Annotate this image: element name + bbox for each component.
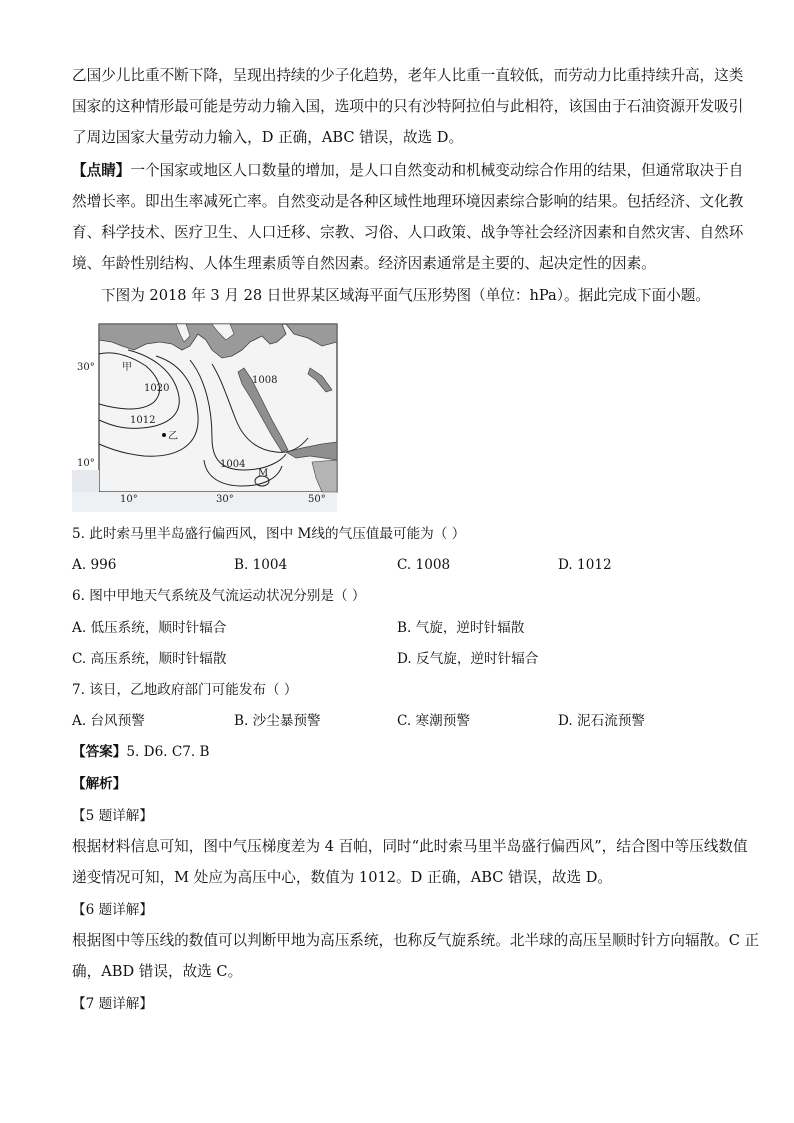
answer-tag: 【答案】 [72,744,127,760]
q7-option-c: C. 寒潮预警 [397,713,470,729]
lon-label-50: 50° [308,494,326,505]
dianjing-line: 育、科学技术、医疗卫生、人口迁移、宗教、习俗、人口政策、战争等社会经济因素和自然灾害、自然环 [72,224,744,241]
dianjing-paragraph [72,155,744,279]
isobar-label-1008: 1008 [252,375,278,386]
q5-option-b: B. 1004 [234,557,288,573]
q6-option-d: D. 反气旋，逆时针辐合 [397,651,539,667]
q5-option-a: A. 996 [72,557,117,573]
place-jia: 甲 [122,362,132,373]
intro-line: 国家的这种情形最可能是劳动力输入国，选项中的只有沙特阿拉伯与此相符，该国由于石油资源开发吸引 [72,98,744,115]
place-m: M [258,468,269,479]
isobar-label-1004: 1004 [220,459,246,470]
answer-line [72,742,210,762]
answer-text: 5. D6. C7. B [126,744,210,760]
lon-label-10: 10° [120,494,138,505]
intro-line: 乙国少儿比重不断下降，呈现出持续的少子化趋势，老年人比重一直较低，而劳动力比重持续升高，这类 [72,67,744,84]
q5-option-c: C. 1008 [397,557,451,573]
figure-intro-text: 下图为 2018 年 3 月 28 日世界某区域海平面气压形势图（单位：hPa）。据此完成下面小题。 [101,287,710,304]
q7-option-a: A. 台风预警 [72,713,145,729]
detail-5-line: 递变情况可知，M 处应为高压中心，数值为 1012。D 正确，ABC 错误，故选 D。 [72,869,613,886]
question-6-stem: 6. 图中甲地天气系统及气流运动状况分别是（ ） [72,588,366,604]
question-5-stem: 5. 此时索马里半岛盛行偏西风，图中 M线的气压值最可能为（ ） [72,526,466,542]
detail-5-paragraph [72,831,748,893]
place-yi-dot [162,433,166,437]
intro-line: 了周边国家大量劳动力输入，D 正确，ABC 错误，故选 D。 [72,129,464,146]
lon-label-30: 30° [216,494,234,505]
detail-6-line: 确，ABD 错误，故选 C。 [72,963,243,980]
dianjing-line: 一个国家或地区人口数量的增加，是人口自然变动和机械变动综合作用的结果，但通常取决于自 [130,162,744,179]
pressure-map [72,320,344,512]
analysis-tag: 【解析】 [72,776,127,792]
q6-option-c: C. 高压系统，顺时针辐散 [72,651,227,667]
intro-paragraph [72,60,744,153]
detail-7-tag: 【7 题详解】 [72,996,153,1012]
detail-6-tag: 【6 题详解】 [72,902,153,918]
detail-5-tag: 【5 题详解】 [72,808,153,824]
figure-intro [72,280,724,311]
dianjing-line: 境、年龄性别结构、人体生理素质等自然因素。经济因素通常是主要的、起决定性的因素。 [72,255,656,272]
q7-option-b: B. 沙尘暴预警 [234,713,321,729]
detail-6-paragraph [72,925,760,987]
isobar-label-1012: 1012 [130,415,156,426]
isobar-label-1020: 1020 [144,383,170,394]
dianjing-tag: 【点睛】 [72,162,131,179]
q6-option-a: A. 低压系统，顺时针辐合 [72,620,227,636]
place-yi: 乙 [168,431,178,442]
pressure-map-figure [72,320,344,512]
detail-6-line: 根据图中等压线的数值可以判断甲地为高压系统，也称反气旋系统。北半球的高压呈顺时针方向辐散。C 正 [72,932,760,949]
q5-option-d: D. 1012 [558,557,612,573]
q6-option-b: B. 气旋，逆时针辐散 [397,620,525,636]
detail-5-line: 根据材料信息可知，图中气压梯度差为 4 百帕，同时“此时索马里半岛盛行偏西风”，结合图中等压线数值 [72,838,748,855]
lat-label-10: 10° [77,458,95,469]
question-7-stem: 7. 该日，乙地政府部门可能发布（ ） [72,682,298,698]
lat-label-30: 30° [77,362,95,373]
dianjing-line: 然增长率。即出生率减死亡率。自然变动是各种区域性地理环境因素综合影响的结果。包括经济、文化教 [72,193,744,210]
q7-option-d: D. 泥石流预警 [558,713,646,729]
